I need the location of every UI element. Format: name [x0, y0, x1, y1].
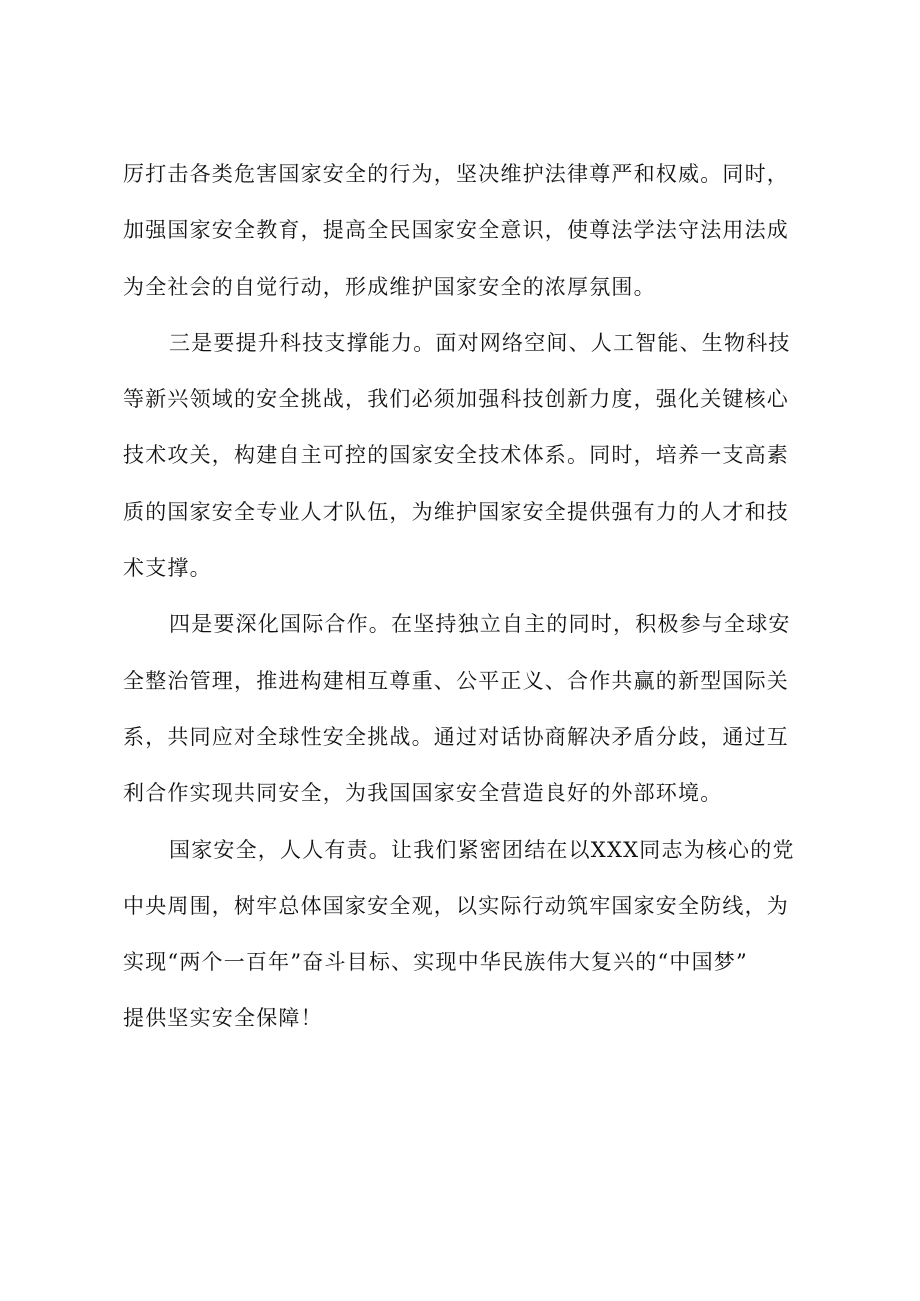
text-line: 中央周围，树牢总体国家安全观，以实际行动筑牢国家安全防线，为 [123, 893, 789, 918]
text-line: 国家安全，人人有责。让我们紧密团结在以XXX同志为核心的党 [169, 837, 795, 862]
text-line: 加强国家安全教育，提高全民国家安全意识，使尊法学法守法用法成 [123, 218, 789, 243]
text-line: 系，共同应对全球性安全挑战。通过对话协商解决矛盾分歧，通过互 [123, 724, 789, 749]
text-line: 全整治管理，推进构建相互尊重、公平正义、合作共赢的新型国际关 [123, 668, 789, 693]
text-line: 技术攻关，构建自主可控的国家安全技术体系。同时，培养一支高素 [123, 443, 789, 468]
text-line: 利合作实现共同安全，为我国国家安全营造良好的外部环境。 [123, 781, 723, 806]
text-line: 为全社会的自觉行动，形成维护国家安全的浓厚氛围。 [123, 274, 656, 299]
text-line: 实现“两个一百年”奋斗目标、实现中华民族伟大复兴的“中国梦” [123, 950, 748, 975]
text-line: 术支撑。 [123, 556, 212, 581]
paragraph-tech-support [123, 315, 823, 596]
text-line: 等新兴领域的安全挑战，我们必须加强科技创新力度，强化关键核心 [123, 387, 789, 412]
text-line: 厉打击各类危害国家安全的行为，坚决维护法律尊严和权威。同时， [123, 162, 789, 186]
text-line: 三是要提升科技支撑能力。面对网络空间、人工智能、生物科技 [169, 330, 791, 355]
text-line: 质的国家安全专业人才队伍，为维护国家安全提供强有力的人才和技 [123, 499, 789, 524]
document-body [123, 146, 823, 1047]
text-line: 提供坚实安全保障！ [123, 1006, 323, 1031]
paragraph-conclusion [123, 822, 823, 1047]
paragraph-international-cooperation [123, 596, 823, 821]
text-line: 四是要深化国际合作。在坚持独立自主的同时，积极参与全球安 [169, 612, 791, 637]
paragraph-law-enforcement [123, 146, 823, 315]
